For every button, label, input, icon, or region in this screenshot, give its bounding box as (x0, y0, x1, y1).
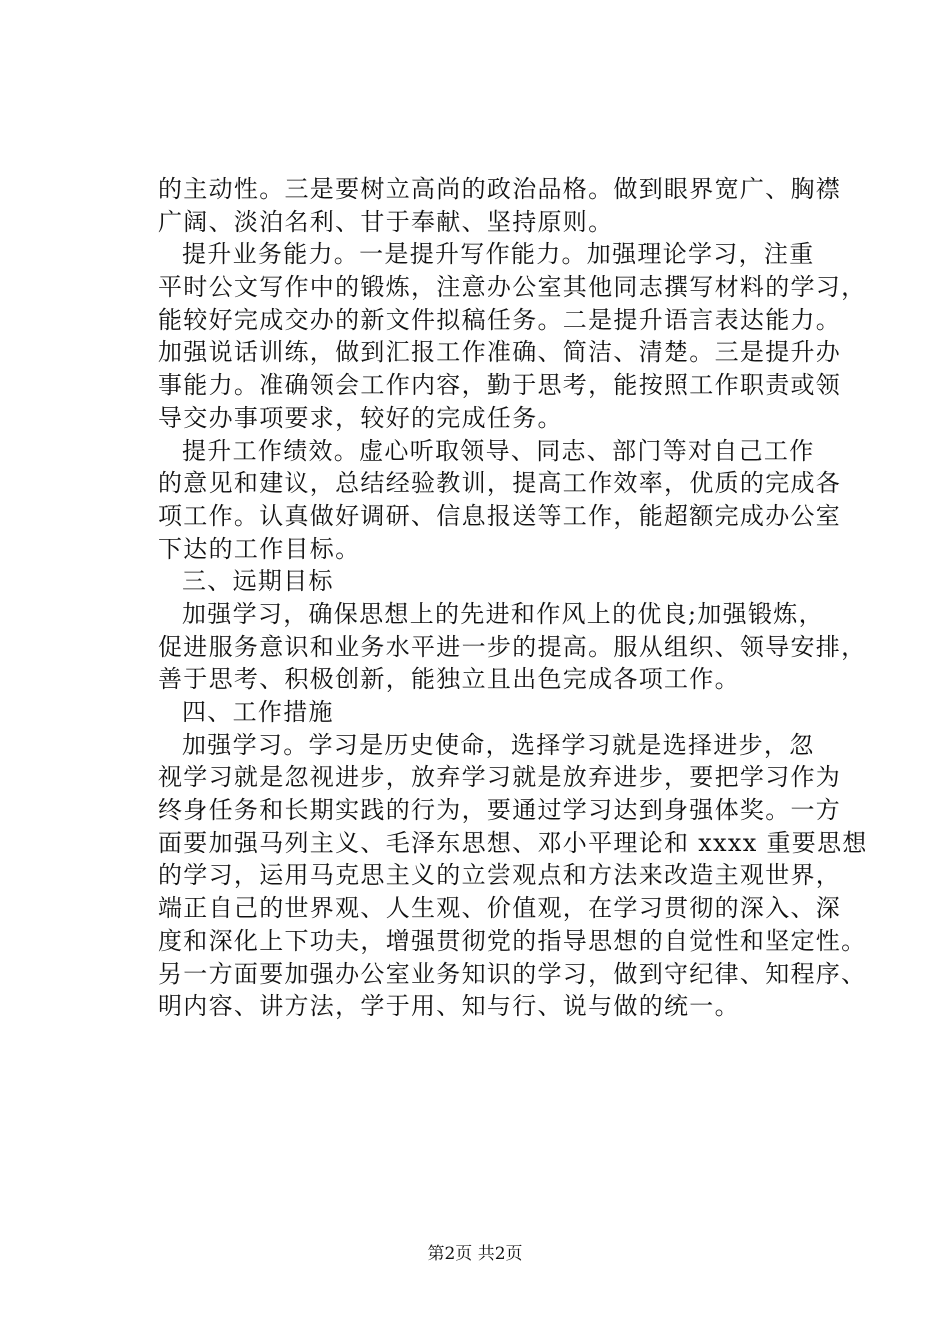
text-line: 四、工作措施 (182, 698, 334, 726)
text-line: 加强说话训练，做到汇报工作准确、简洁、清楚。三是提升办 (158, 338, 842, 367)
text-line: 另一方面要加强办公室业务知识的学习，做到守纪律、知程序、 (158, 959, 867, 988)
text-line: 项工作。认真做好调研、信息报送等工作，能超额完成办公室 (158, 501, 842, 530)
text-line: 的意见和建议，总结经验教训，提高工作效率，优质的完成各 (158, 469, 842, 498)
text-line: 三、远期目标 (182, 567, 334, 596)
text-line: 加强学习，确保思想上的先进和作风上的优良;加强锻炼， (182, 599, 824, 628)
text-line: 促进服务意识和业务水平进一步的提高。服从组织、领导安排， (158, 632, 867, 661)
text-line: 提升工作绩效。虚心听取领导、同志、部门等对自己工作 (182, 436, 815, 465)
text-line: 能较好完成交办的新文件拟稿任务。二是提升语言表达能力。 (158, 305, 842, 334)
text-line: 广阔、淡泊名利、甘于奉献、坚持原则。 (158, 207, 614, 236)
text-line: 端正自己的世界观、人生观、价值观，在学习贯彻的深入、深 (158, 894, 842, 923)
document-body (158, 173, 868, 1023)
text-line: 加强学习。学习是历史使命，选择学习就是选择进步，忽 (182, 730, 815, 759)
text-line: 视学习就是忽视进步，放弃学习就是放弃进步，要把学习作为 (158, 763, 842, 792)
text-line: 下达的工作目标。 (158, 534, 361, 563)
text-line: 终身任务和长期实践的行为，要通过学习达到身强体奖。一方 (158, 796, 842, 825)
text-line: 明内容、讲方法，学于用、知与行、说与做的统一。 (158, 992, 740, 1021)
text-line: 事能力。准确领会工作内容，勤于思考，能按照工作职责或领 (158, 371, 842, 400)
page-footer: 第2页 共2页 (427, 1244, 523, 1264)
text-line: 的学习，运用马克思主义的立尝观点和方法来改造主观世界， (158, 861, 842, 890)
text-line: 提升业务能力。一是提升写作能力。加强理论学习，注重 (182, 240, 815, 269)
text-line: 面要加强马列主义、毛泽东思想、邓小平理论和 xxxx 重要思想 (158, 828, 868, 857)
text-line: 的主动性。三是要树立高尚的政治品格。做到眼界宽广、胸襟 (158, 175, 842, 203)
text-line: 善于思考、积极创新，能独立且出色完成各项工作。 (158, 665, 740, 694)
text-line: 度和深化上下功夫，增强贯彻党的指导思想的自觉性和坚定性。 (158, 926, 867, 955)
text-line: 导交办事项要求，较好的完成任务。 (158, 403, 563, 432)
text-line: 平时公文写作中的锻炼，注意办公室其他同志撰写材料的学习， (158, 273, 867, 302)
